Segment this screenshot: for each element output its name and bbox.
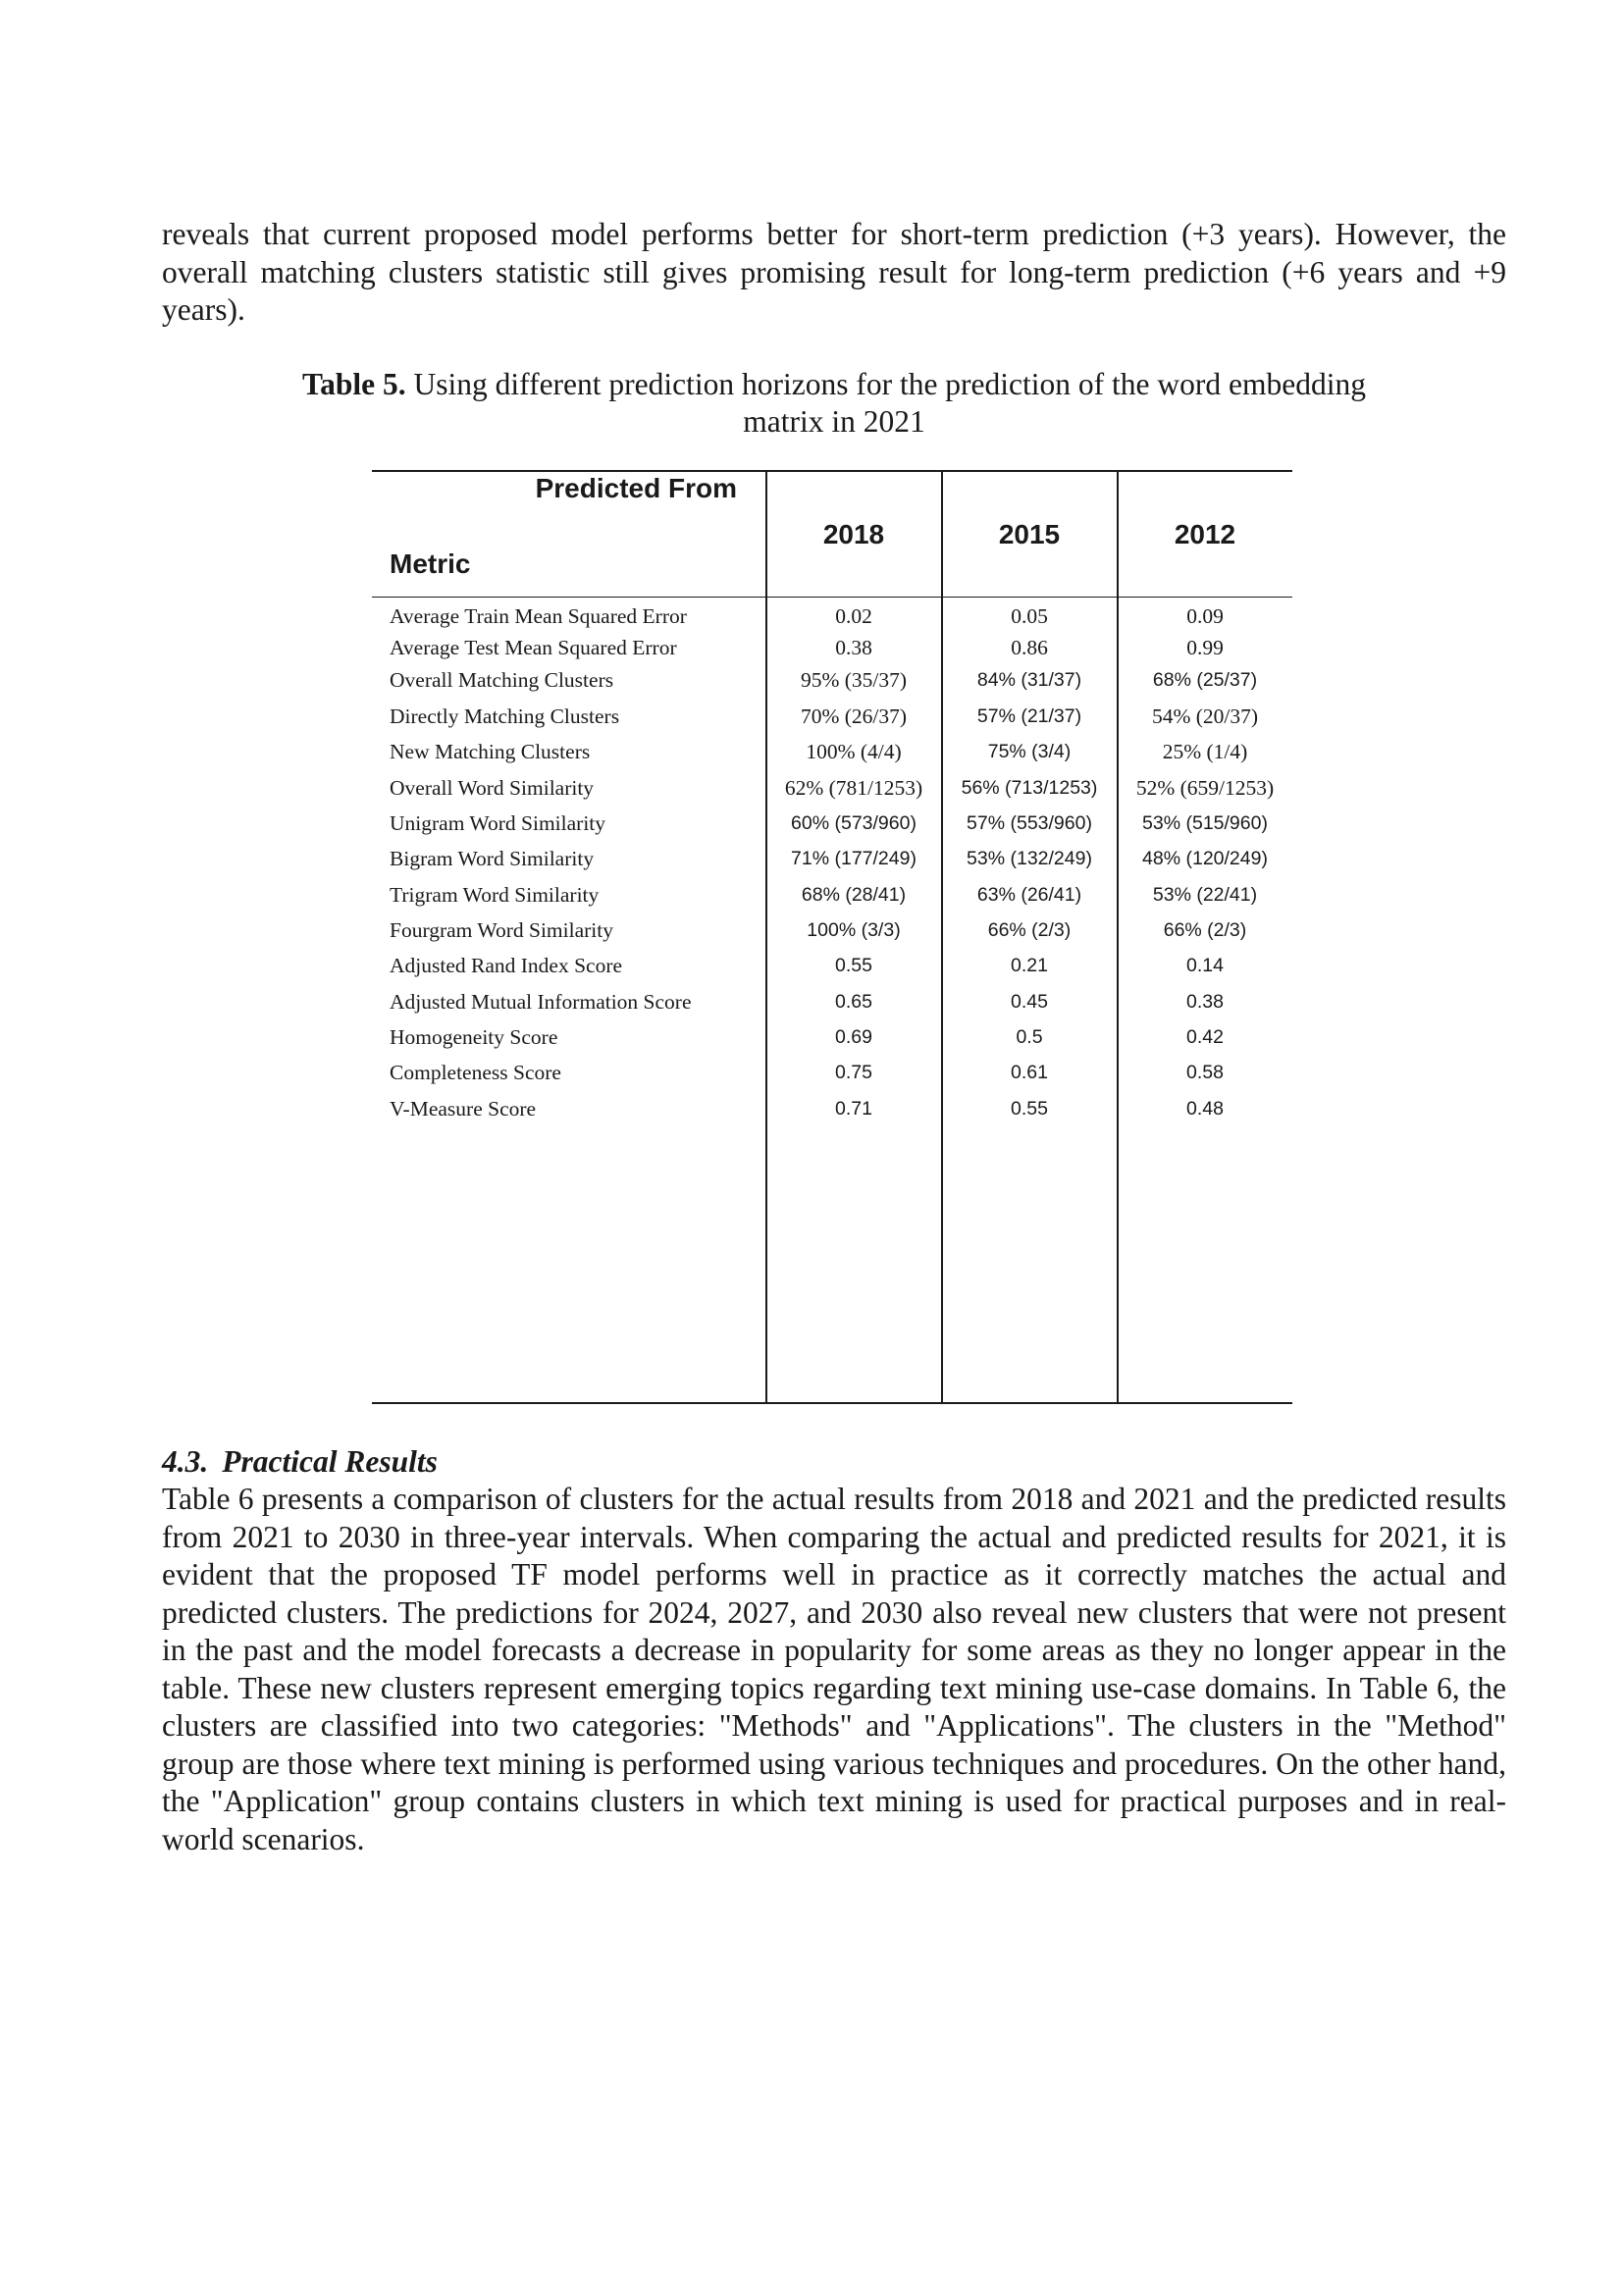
table-header-rule	[372, 597, 1292, 598]
section-heading	[162, 1443, 438, 1481]
metric-cell: Adjusted Mutual Information Score	[390, 990, 692, 1014]
value-cell-2012: 0.14	[1186, 955, 1224, 976]
value-cell-2018: 62% (781/1253)	[784, 776, 923, 800]
value-cell-2018: 100% (3/3)	[807, 919, 901, 941]
table-row	[372, 1019, 1292, 1055]
value-cell-2012: 0.58	[1186, 1062, 1224, 1083]
table-row	[372, 770, 1292, 806]
header-year-2015: 2015	[998, 519, 1061, 549]
value-cell-2018: 71% (177/249)	[791, 848, 917, 869]
value-cell-2015: 66% (2/3)	[987, 919, 1072, 941]
value-cell-2015: 0.45	[1011, 991, 1048, 1013]
table-row	[372, 734, 1292, 769]
table-top-rule	[372, 470, 1292, 472]
value-cell-2012: 53% (22/41)	[1152, 884, 1258, 906]
value-cell-2018: 60% (573/960)	[791, 812, 917, 834]
table-row	[372, 948, 1292, 983]
value-cell-2012: 0.42	[1186, 1026, 1224, 1048]
metric-cell: Directly Matching Clusters	[390, 704, 620, 728]
value-cell-2015: 57% (553/960)	[967, 812, 1092, 834]
table-row	[372, 1055, 1292, 1090]
header-year-2012: 2012	[1174, 519, 1236, 549]
table-row	[372, 877, 1292, 913]
value-cell-2012: 54% (20/37)	[1151, 704, 1259, 728]
value-cell-2012: 48% (120/249)	[1142, 848, 1268, 869]
results-table	[372, 470, 1292, 1404]
metric-cell: Fourgram Word Similarity	[390, 918, 613, 942]
value-cell-2015: 75% (3/4)	[987, 741, 1072, 762]
metric-cell: Average Train Mean Squared Error	[390, 604, 687, 628]
value-cell-2018: 100% (4/4)	[806, 740, 902, 763]
value-cell-2015: 84% (31/37)	[976, 669, 1082, 691]
value-cell-2012: 0.38	[1186, 991, 1224, 1013]
value-cell-2018: 0.38	[835, 636, 872, 659]
value-cell-2012: 68% (25/37)	[1152, 669, 1258, 691]
value-cell-2018: 68% (28/41)	[801, 884, 907, 906]
value-cell-2015: 53% (132/249)	[967, 848, 1092, 869]
value-cell-2018: 95% (35/37)	[800, 668, 908, 692]
value-cell-2018: 0.69	[835, 1026, 872, 1048]
intro-paragraph: reveals that current proposed model performs better for short-term prediction (+3 years). However, the overall matching clusters statistic still gives promising result for long-term prediction (+6 years and +9 years).	[162, 217, 1506, 327]
table-row	[372, 984, 1292, 1019]
value-cell-2015: 57% (21/37)	[976, 705, 1082, 727]
value-cell-2012: 0.09	[1186, 604, 1224, 628]
table-row	[372, 630, 1292, 665]
metric-cell: Adjusted Rand Index Score	[390, 954, 623, 977]
metric-cell: Bigram Word Similarity	[390, 847, 595, 870]
value-cell-2015: 0.05	[1011, 604, 1048, 628]
value-cell-2015: 0.55	[1011, 1098, 1048, 1120]
value-cell-2018: 0.02	[835, 604, 872, 628]
table-row	[372, 662, 1292, 698]
section-title: Practical Results	[222, 1444, 438, 1479]
metric-cell: Completeness Score	[390, 1061, 561, 1084]
table-row	[372, 1091, 1292, 1126]
metric-cell: Unigram Word Similarity	[390, 811, 606, 835]
table-caption	[294, 366, 1374, 441]
table-bottom-rule	[372, 1402, 1292, 1404]
value-cell-2015: 0.86	[1011, 636, 1048, 659]
metric-cell: Average Test Mean Squared Error	[390, 636, 677, 659]
value-cell-2015: 0.21	[1011, 955, 1048, 976]
table-row	[372, 841, 1292, 876]
header-predicted-from: Predicted From	[535, 473, 737, 503]
metric-cell: Overall Matching Clusters	[390, 668, 614, 692]
table-row	[372, 913, 1292, 948]
header-year-2018: 2018	[822, 519, 885, 549]
table-caption-text: Using different prediction horizons for the prediction of the word embedding matrix in 2021	[413, 367, 1366, 439]
value-cell-2012: 52% (659/1253)	[1135, 776, 1275, 800]
results-paragraph: Table 6 presents a comparison of clusters for the actual results from 2018 and 2021 and the predicted results from 2021 to 2030 in three-year intervals. When comparing the actual and predicted results for 2021, it is evident that the proposed TF model performs well in practice as it correctly matches the actual and predicted clusters. The predictions for 2024, 2027, and 2030 also reveal new clusters that were not present in the past and the model forecasts a decrease in popularity for some areas as they no longer appear in the table. These new clusters represent emerging topics regarding text mining use-case domains. In Table 6, the clusters are classified into two categories: "Methods" and "Applications". The clusters in the "Method" group are those where text mining is performed using various techniques and procedures. On the other hand, the "Application" group contains clusters in which text mining is used for practical purposes and in real-world scenarios.	[162, 1482, 1506, 1856]
value-cell-2018: 0.55	[835, 955, 872, 976]
value-cell-2015: 0.61	[1011, 1062, 1048, 1083]
value-cell-2012: 66% (2/3)	[1163, 919, 1247, 941]
value-cell-2018: 0.75	[835, 1062, 872, 1083]
metric-cell: Trigram Word Similarity	[390, 883, 600, 907]
value-cell-2012: 0.48	[1186, 1098, 1224, 1120]
value-cell-2015: 63% (26/41)	[976, 884, 1082, 906]
header-metric: Metric	[390, 548, 471, 579]
value-cell-2012: 0.99	[1186, 636, 1224, 659]
value-cell-2015: 0.5	[1016, 1026, 1043, 1048]
metric-cell: New Matching Clusters	[390, 740, 591, 763]
value-cell-2018: 0.71	[835, 1098, 872, 1120]
value-cell-2018: 70% (26/37)	[800, 704, 908, 728]
section-number: 4.3.	[162, 1444, 209, 1479]
value-cell-2018: 0.65	[835, 991, 872, 1013]
table-caption-label: Table 5.	[302, 367, 406, 401]
table-row	[372, 599, 1292, 634]
value-cell-2012: 25% (1/4)	[1162, 740, 1248, 763]
value-cell-2012: 53% (515/960)	[1142, 812, 1268, 834]
metric-cell: Homogeneity Score	[390, 1025, 558, 1049]
table-row	[372, 699, 1292, 734]
table-row	[372, 806, 1292, 841]
metric-cell: V-Measure Score	[390, 1097, 537, 1121]
value-cell-2015: 56% (713/1253)	[961, 777, 1098, 799]
metric-cell: Overall Word Similarity	[390, 776, 595, 800]
